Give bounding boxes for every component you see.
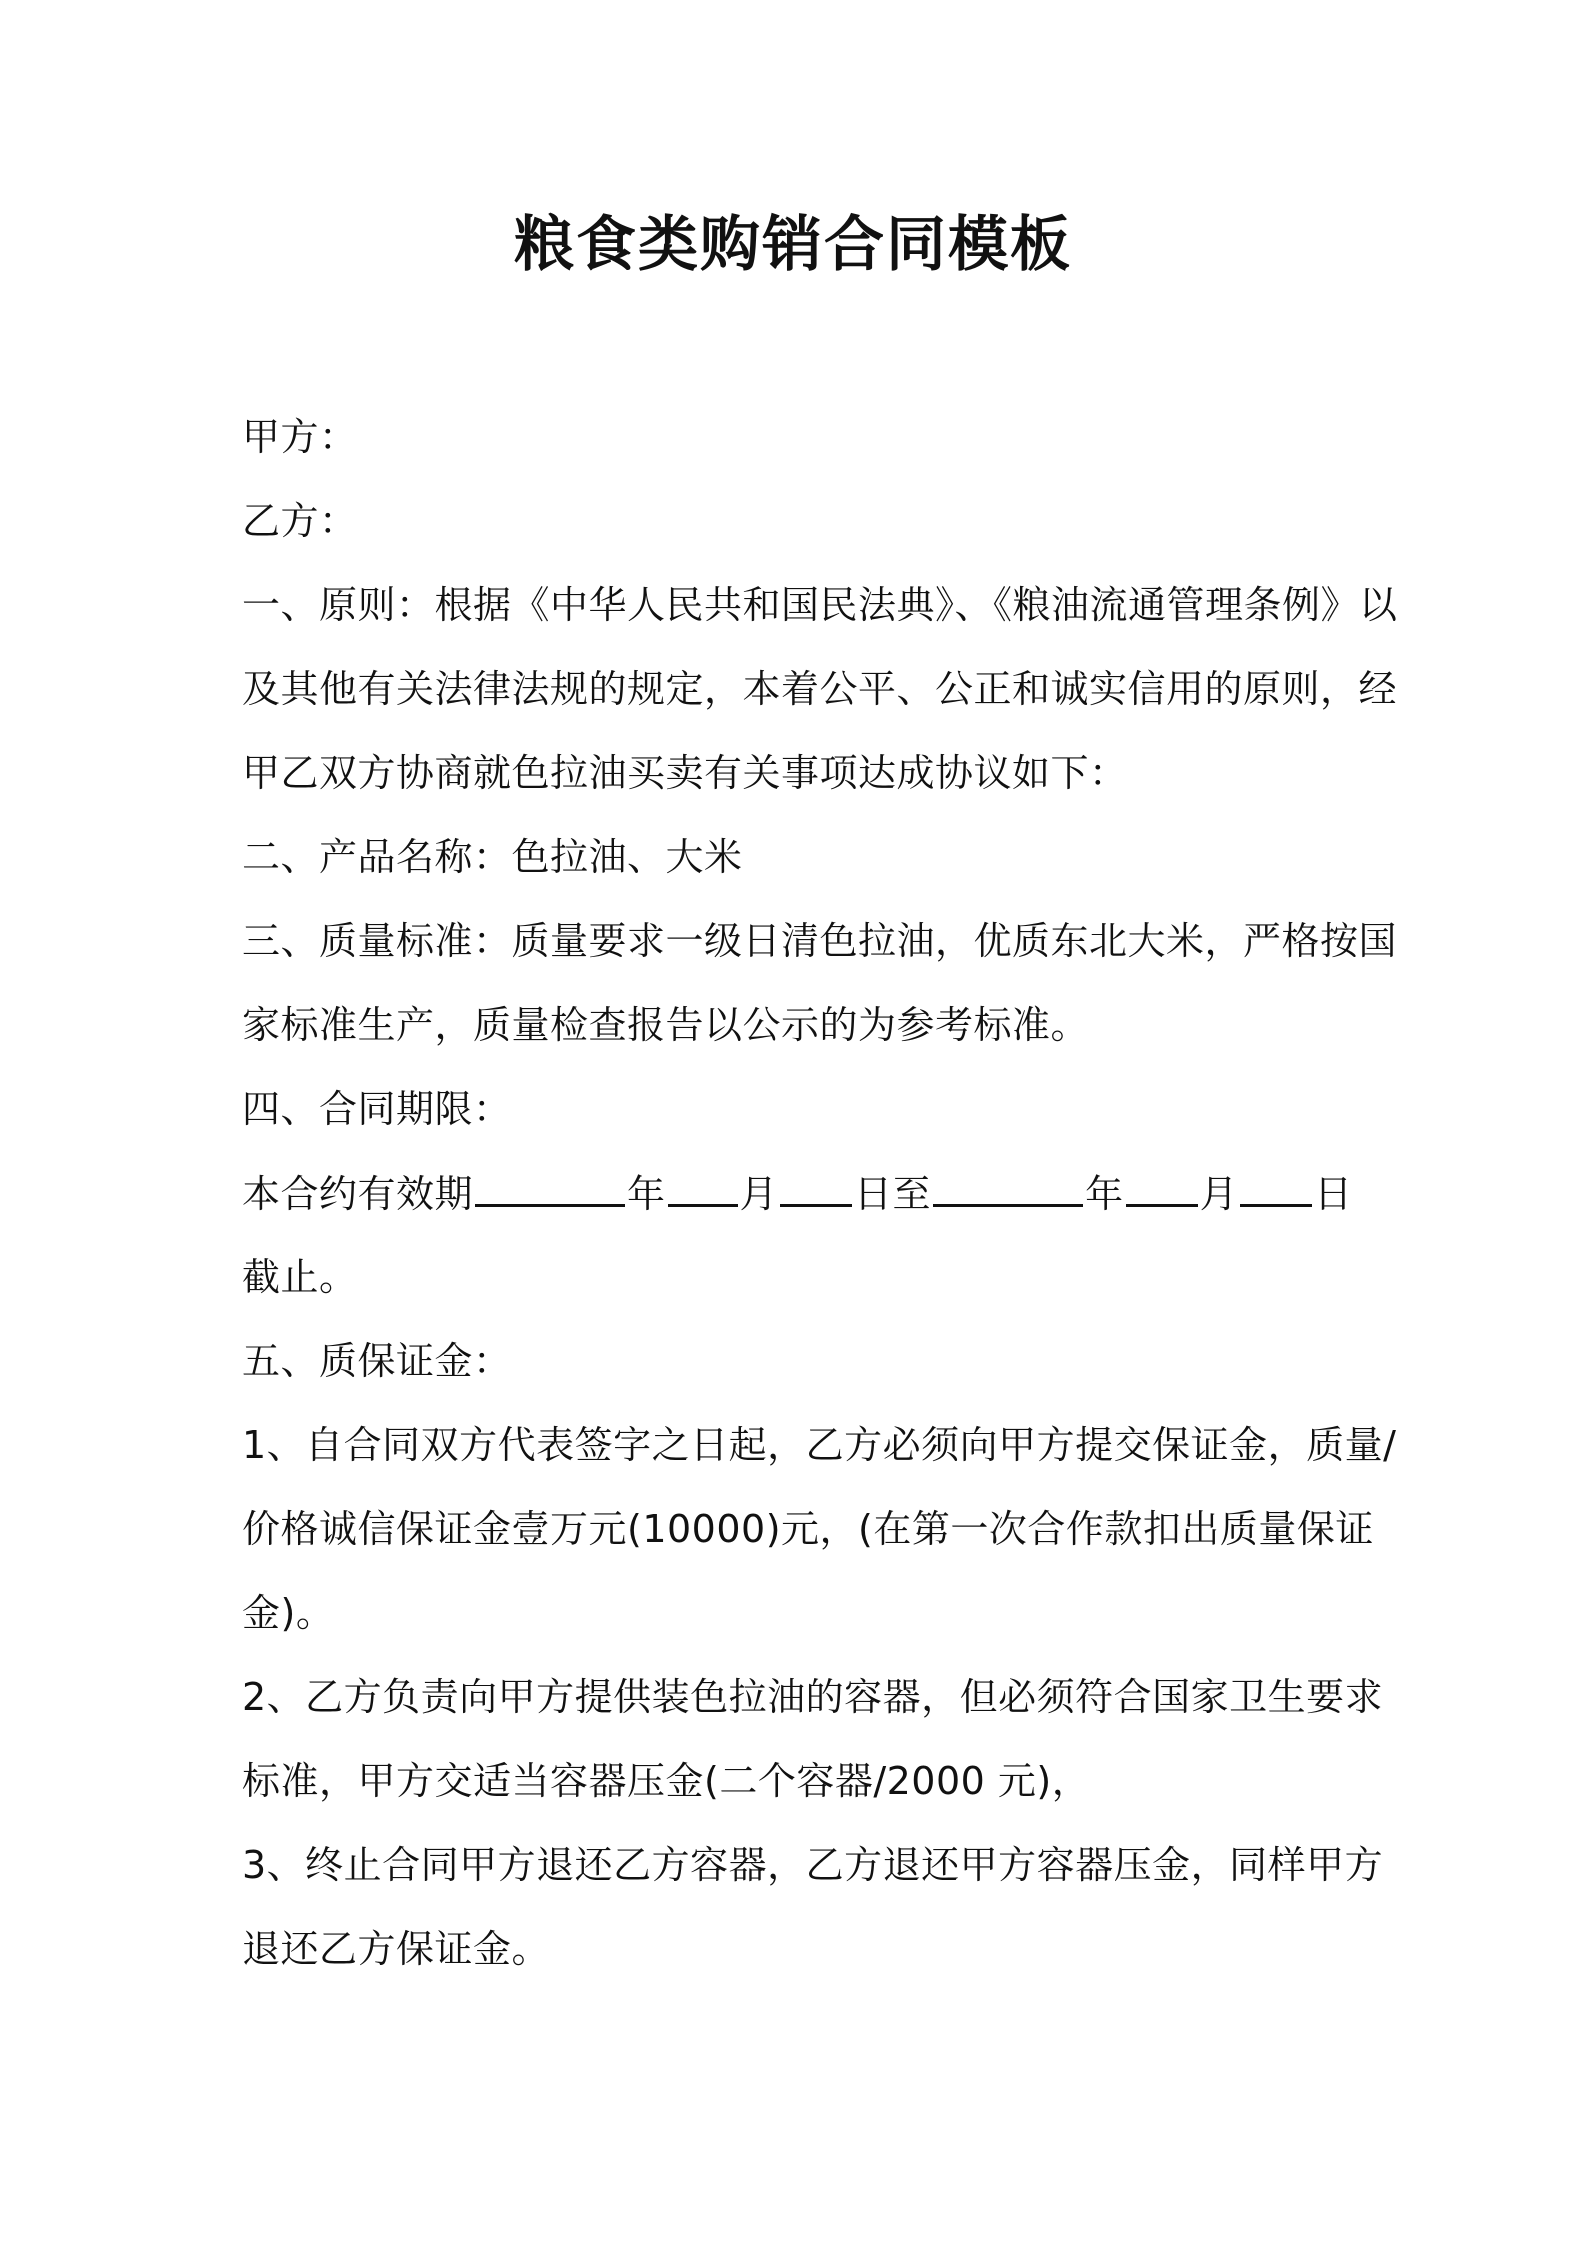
- start-year-blank[interactable]: [475, 1168, 625, 1207]
- start-day-blank[interactable]: [780, 1168, 852, 1207]
- deposit-item1-line2: 价格诚信保证金壹万元(10000)元，(在第一次合作款扣出质量保证: [242, 1507, 1374, 1551]
- party-b-line: 乙方：: [242, 499, 358, 543]
- section3-line2: 家标准生产，质量检查报告以公示的为参考标准。: [242, 1003, 1090, 1047]
- end-day-blank[interactable]: [1240, 1168, 1312, 1207]
- day-label-2: 日: [1314, 1172, 1353, 1216]
- section1-line2: 及其他有关法律法规的规定，本着公平、公正和诚实信用的原则，经: [242, 667, 1398, 711]
- deposit-item1-line1: 1、自合同双方代表签字之日起，乙方必须向甲方提交保证金，质量/: [242, 1423, 1397, 1467]
- month-label-2: 月: [1199, 1172, 1239, 1216]
- term-prefix: 本合约有效期: [242, 1172, 474, 1216]
- end-month-blank[interactable]: [1126, 1168, 1198, 1207]
- section1-line1: 一、原则：根据《中华人民共和国民法典》、《粮油流通管理条例》以: [242, 583, 1398, 627]
- end-year-blank[interactable]: [933, 1168, 1083, 1207]
- section5-heading: 五、质保证金：: [242, 1339, 512, 1383]
- party-a-line: 甲方：: [242, 415, 358, 459]
- section3-line1: 三、质量标准：质量要求一级日清色拉油，优质东北大米，严格按国: [242, 919, 1398, 963]
- section1-line3: 甲乙双方协商就色拉油买卖有关事项达成协议如下：: [242, 751, 1128, 795]
- day-to-label: 日至: [854, 1172, 932, 1216]
- document-title: 粮食类购销合同模板: [514, 210, 1072, 280]
- deposit-item2-line1: 2、乙方负责向甲方提供装色拉油的容器，但必须符合国家卫生要求: [242, 1675, 1384, 1719]
- deposit-item2-line2: 标准，甲方交适当容器压金(二个容器/2000 元)，: [242, 1759, 1091, 1803]
- section4-heading: 四、合同期限：: [242, 1087, 512, 1131]
- deposit-item1-line3: 金)。: [242, 1591, 335, 1635]
- section2-product-name: 二、产品名称：色拉油、大米: [242, 835, 743, 879]
- year-label-2: 年: [1085, 1172, 1124, 1216]
- start-month-blank[interactable]: [668, 1168, 738, 1207]
- deposit-item3-line2: 退还乙方保证金。: [242, 1927, 551, 1971]
- year-label-1: 年: [627, 1172, 666, 1216]
- deposit-item3-line1: 3、终止合同甲方退还乙方容器，乙方退还甲方容器压金，同样甲方: [242, 1843, 1384, 1887]
- term-end-line: 截止。: [242, 1255, 358, 1299]
- month-label-1: 月: [739, 1172, 779, 1216]
- contract-term-line: [242, 1168, 1362, 1219]
